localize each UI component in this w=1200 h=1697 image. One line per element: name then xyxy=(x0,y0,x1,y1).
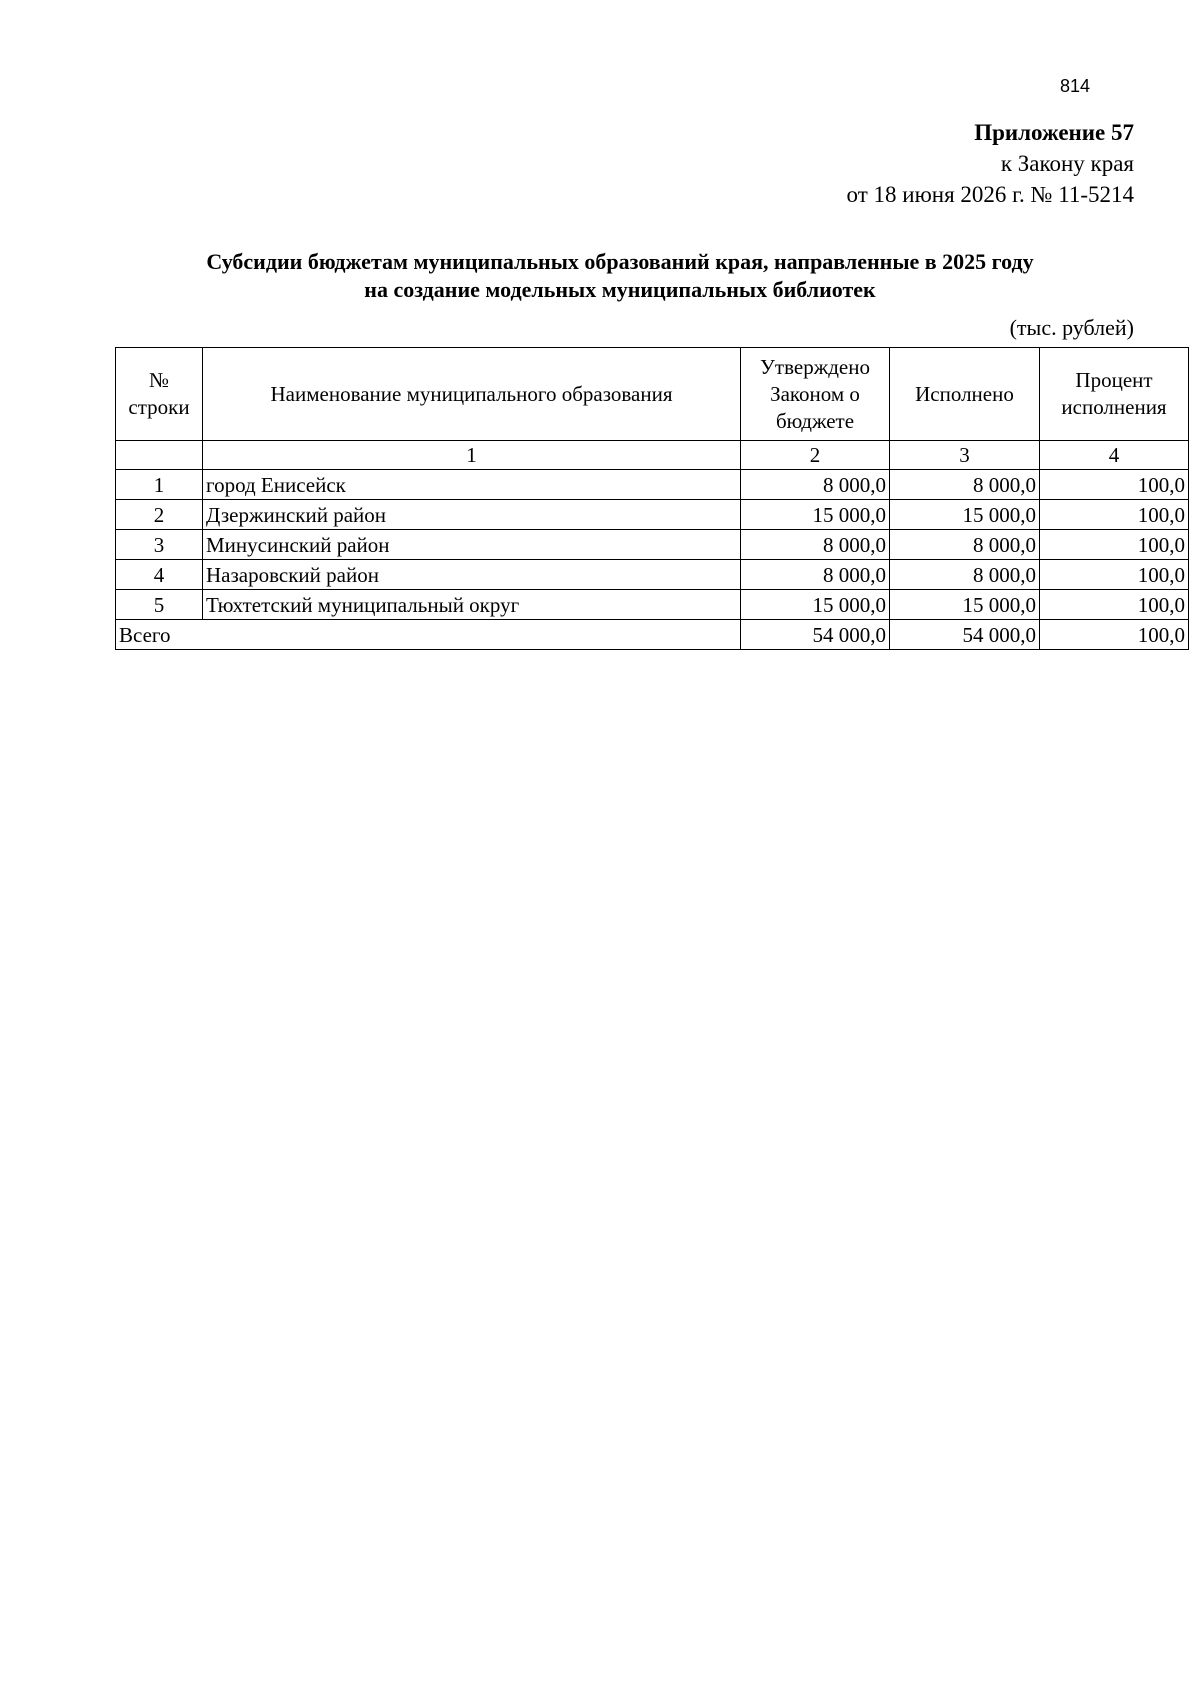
total-label: Всего xyxy=(116,620,741,650)
row-number: 5 xyxy=(116,590,203,620)
percent-value: 100,0 xyxy=(1040,560,1189,590)
approved-value: 15 000,0 xyxy=(741,500,890,530)
header-approved: Утверждено Законом о бюджете xyxy=(741,348,890,441)
header-municipality-name: Наименование муниципального образования xyxy=(203,348,741,441)
percent-value: 100,0 xyxy=(1040,590,1189,620)
row-number: 4 xyxy=(116,560,203,590)
document-title xyxy=(110,248,1130,304)
executed-value: 15 000,0 xyxy=(890,500,1040,530)
appendix-law-date: от 18 июня 2026 г. № 11-5214 xyxy=(846,182,1134,207)
total-executed: 54 000,0 xyxy=(890,620,1040,650)
document-title-line-2: на создание модельных муниципальных библиотек xyxy=(364,277,876,302)
executed-value: 8 000,0 xyxy=(890,530,1040,560)
approved-value: 8 000,0 xyxy=(741,470,890,500)
table-row xyxy=(116,560,1189,590)
column-number: 2 xyxy=(741,441,890,470)
approved-value: 8 000,0 xyxy=(741,530,890,560)
table-row xyxy=(116,590,1189,620)
approved-value: 8 000,0 xyxy=(741,560,890,590)
total-approved: 54 000,0 xyxy=(741,620,890,650)
row-number: 3 xyxy=(116,530,203,560)
row-number: 1 xyxy=(116,470,203,500)
executed-value: 15 000,0 xyxy=(890,590,1040,620)
appendix-title: Приложение 57 xyxy=(974,120,1134,145)
column-number: 1 xyxy=(203,441,741,470)
units-label: (тыс. рублей) xyxy=(1009,315,1134,340)
row-number: 2 xyxy=(116,500,203,530)
header-executed: Исполнено xyxy=(890,348,1040,441)
appendix-header xyxy=(847,117,1134,210)
total-row xyxy=(116,620,1189,650)
column-number: 3 xyxy=(890,441,1040,470)
percent-value: 100,0 xyxy=(1040,500,1189,530)
percent-value: 100,0 xyxy=(1040,530,1189,560)
table-row xyxy=(116,530,1189,560)
header-row-number: № строки xyxy=(116,348,203,441)
municipality-name: Дзержинский район xyxy=(203,500,741,530)
municipality-name: Минусинский район xyxy=(203,530,741,560)
subsidy-table xyxy=(115,347,1189,650)
table-header-row xyxy=(116,348,1189,441)
total-percent: 100,0 xyxy=(1040,620,1189,650)
column-number: 4 xyxy=(1040,441,1189,470)
approved-value: 15 000,0 xyxy=(741,590,890,620)
table-row xyxy=(116,470,1189,500)
column-numbers-row xyxy=(116,441,1189,470)
municipality-name: город Енисейск xyxy=(203,470,741,500)
municipality-name: Назаровский район xyxy=(203,560,741,590)
column-number xyxy=(116,441,203,470)
appendix-law-reference: к Закону края xyxy=(1000,151,1134,176)
executed-value: 8 000,0 xyxy=(890,560,1040,590)
municipality-name: Тюхтетский муниципальный округ xyxy=(203,590,741,620)
header-execution-percent: Процент исполнения xyxy=(1040,348,1189,441)
executed-value: 8 000,0 xyxy=(890,470,1040,500)
percent-value: 100,0 xyxy=(1040,470,1189,500)
table-row xyxy=(116,500,1189,530)
page-number: 814 xyxy=(1060,76,1091,96)
document-title-line-1: Субсидии бюджетам муниципальных образований края, направленные в 2025 году xyxy=(206,249,1034,274)
